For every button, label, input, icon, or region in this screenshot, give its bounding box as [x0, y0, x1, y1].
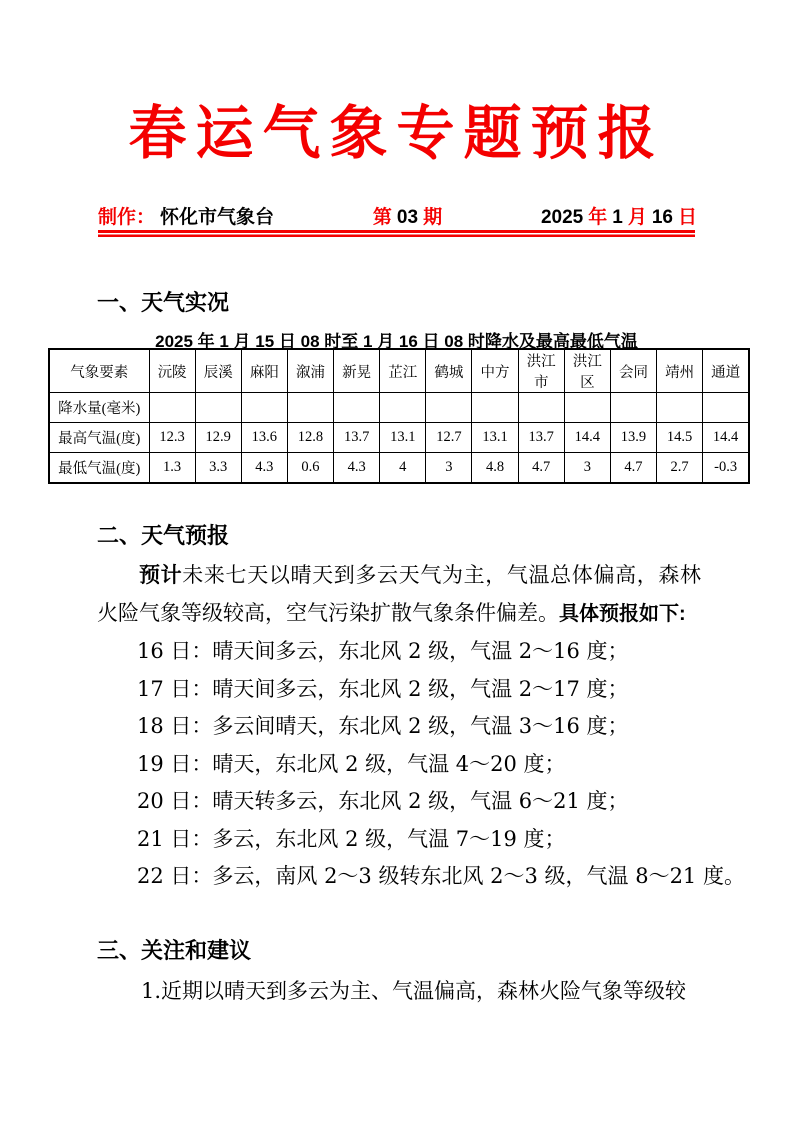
masthead-rule — [98, 230, 695, 237]
cell-value — [610, 393, 656, 423]
cell-value: 2.7 — [657, 453, 703, 484]
header-cell-element: 气象要素 — [49, 349, 149, 393]
cell-value: 4.8 — [472, 453, 518, 484]
producer-value: 怀化市气象台 — [160, 207, 275, 228]
issue-value: 03 — [396, 207, 419, 228]
table-row-precipitation — [49, 393, 749, 423]
date-year: 2025 — [540, 207, 584, 228]
header-cell-station: 靖州 — [657, 349, 703, 393]
cell-value — [287, 393, 333, 423]
cell-value: 13.7 — [518, 423, 564, 453]
section1-heading: 一、天气实况 — [97, 290, 230, 315]
cell-value — [703, 393, 749, 423]
cell-value: 12.7 — [426, 423, 472, 453]
cell-value: 4.3 — [241, 453, 287, 484]
cell-value — [657, 393, 703, 423]
cell-value: 13.9 — [610, 423, 656, 453]
weather-observation-table — [48, 348, 750, 484]
forecast-intro — [97, 556, 701, 633]
cell-value: 13.1 — [472, 423, 518, 453]
header-cell-station: 鹤城 — [426, 349, 472, 393]
table-title: 2025 年 1 月 15 日 08 时至 1 月 16 日 08 时降水及最高最低气温 — [155, 332, 638, 351]
date-month: 1 — [612, 207, 623, 228]
forecast-line-day18: 18 日：多云间晴天，东北风 2 级，气温 3～16 度； — [137, 714, 629, 738]
cell-value: 13.1 — [380, 423, 426, 453]
cell-value: -0.3 — [703, 453, 749, 484]
producer-label: 制作： — [98, 207, 156, 228]
cell-value: 3 — [426, 453, 472, 484]
header-cell-station: 通道 — [703, 349, 749, 393]
cell-value: 12.8 — [287, 423, 333, 453]
cell-value: 4.7 — [610, 453, 656, 484]
date-day-unit: 日 — [677, 207, 697, 228]
cell-value: 12.9 — [195, 423, 241, 453]
cell-value — [195, 393, 241, 423]
header-cell-station: 溆浦 — [287, 349, 333, 393]
cell-value: 12.3 — [149, 423, 195, 453]
cell-value: 4.7 — [518, 453, 564, 484]
section2 — [97, 519, 745, 896]
cell-value: 3 — [564, 453, 610, 484]
header-cell-station: 麻阳 — [241, 349, 287, 393]
cell-value: 4 — [380, 453, 426, 484]
header-cell-station: 中方 — [472, 349, 518, 393]
forecast-intro-lead: 预计 — [139, 562, 183, 587]
cell-value — [334, 393, 380, 423]
cell-value: 1.3 — [149, 453, 195, 484]
header-cell-station: 洪江市 — [518, 349, 564, 393]
section2-heading: 二、天气预报 — [97, 523, 230, 548]
header-cell-station: 辰溪 — [195, 349, 241, 393]
cell-value — [241, 393, 287, 423]
row-label: 降水量(毫米) — [49, 393, 149, 423]
row-label: 最低气温(度) — [49, 453, 149, 484]
row-label: 最高气温(度) — [49, 423, 149, 453]
producer — [98, 202, 274, 229]
issue-prefix: 第 — [372, 207, 392, 228]
date-year-unit: 年 — [588, 207, 608, 228]
forecast-intro-tail: 具体预报如下: — [559, 602, 686, 625]
cell-value — [380, 393, 426, 423]
section3 — [97, 934, 701, 1011]
issue-suffix: 期 — [423, 207, 443, 228]
cell-value: 14.5 — [657, 423, 703, 453]
document-title: 春运气象专题预报 — [128, 99, 665, 167]
cell-value: 4.3 — [334, 453, 380, 484]
cell-value: 3.3 — [195, 453, 241, 484]
forecast-line-day20: 20 日：晴天转多云，东北风 2 级，气温 6～21 度； — [137, 789, 629, 813]
document-meta-row — [98, 202, 697, 229]
forecast-line-day22: 22 日：多云，南风 2～3 级转东北风 2～3 级，气温 8～21 度。 — [137, 864, 745, 888]
header-cell-station: 会同 — [610, 349, 656, 393]
cell-value — [564, 393, 610, 423]
cell-value — [518, 393, 564, 423]
header-cell-station: 新晃 — [334, 349, 380, 393]
date-day: 16 — [651, 207, 673, 228]
table-header-row — [49, 349, 749, 393]
header-cell-station: 芷江 — [380, 349, 426, 393]
cell-value — [149, 393, 195, 423]
cell-value: 13.6 — [241, 423, 287, 453]
forecast-intro-body: 未来七天以晴天到多云天气为主，气温总体偏高，森林火险气象等级较高，空气污染扩散气象条件偏差。 — [97, 563, 701, 625]
forecast-line-day19: 19 日：晴天，东北风 2 级，气温 4～20 度； — [137, 751, 566, 776]
issue-number — [373, 202, 442, 229]
section3-heading: 三、关注和建议 — [97, 938, 252, 963]
cell-value: 13.7 — [334, 423, 380, 453]
header-cell-station: 洪江区 — [564, 349, 610, 393]
table-row-max-temp — [49, 423, 749, 453]
forecast-line-day17: 17 日：晴天间多云，东北风 2 级，气温 2～17 度； — [137, 676, 629, 701]
cell-value: 14.4 — [564, 423, 610, 453]
issue-date — [541, 202, 697, 229]
header-cell-station: 沅陵 — [149, 349, 195, 393]
suggestion-line-1: 1.近期以晴天到多云为主、气温偏高，森林火险气象等级较 — [141, 979, 687, 1003]
cell-value: 14.4 — [703, 423, 749, 453]
cell-value: 0.6 — [287, 453, 333, 484]
table-row-min-temp — [49, 453, 749, 484]
forecast-line-day21: 21 日：多云，东北风 2 级，气温 7～19 度； — [137, 826, 566, 851]
cell-value — [426, 393, 472, 423]
forecast-line-day16: 16 日：晴天间多云，东北风 2 级，气温 2～16 度； — [137, 639, 629, 663]
cell-value — [472, 393, 518, 423]
date-month-unit: 月 — [627, 207, 647, 228]
